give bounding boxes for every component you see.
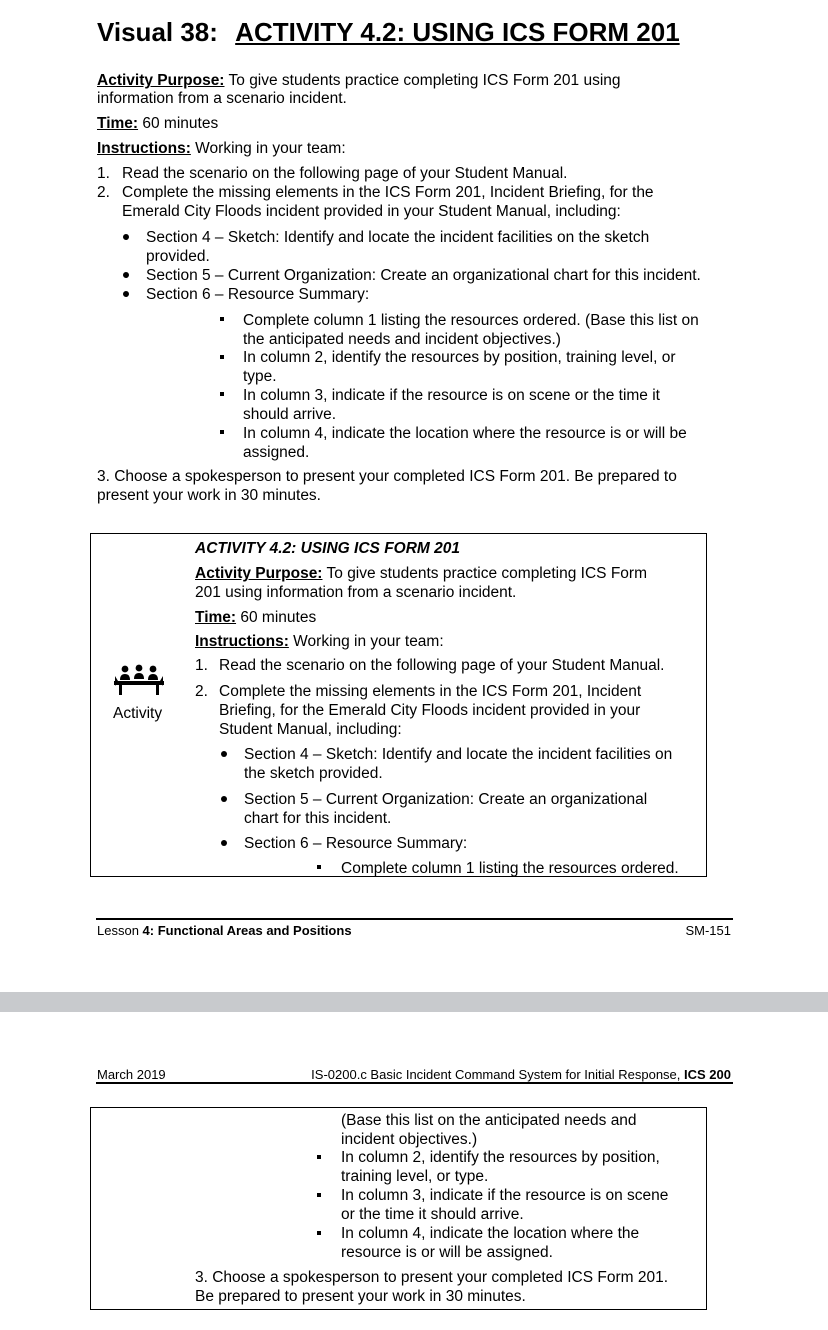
footer-lesson-title: 4: Functional Areas and Positions: [142, 923, 352, 938]
title-prefix: Visual 38:: [97, 17, 218, 47]
header-rule: [96, 1082, 733, 1084]
step-2-text: Complete the missing elements in the ICS Form 201, Incident Briefing, for the: [122, 184, 654, 201]
bullet-section-4: Section 4 – Sketch: Identify and locate the incident facilities on the sketch: [146, 229, 650, 246]
page-title: [97, 14, 680, 50]
bullet-dot: [221, 840, 227, 846]
team-meeting-icon: [114, 664, 164, 696]
box-purpose-text: To give students practice completing ICS Form: [322, 565, 647, 582]
instructions-line: [97, 139, 346, 158]
box-bullet-section-4-cont: the sketch provided.: [244, 765, 383, 782]
box2-col1-cont: (Base this list on the anticipated needs and: [341, 1112, 637, 1129]
box2-sub-bullet-col4-cont: resource is or will be assigned.: [341, 1244, 553, 1261]
box-instructions-label: Instructions:: [195, 633, 289, 650]
header-course: [311, 1067, 731, 1083]
box-step-2-text-2: Briefing, for the Emerald City Floods incident provided in your: [219, 702, 641, 719]
sub-bullet-square: [220, 430, 224, 434]
header-course-text: IS-0200.c Basic Incident Command System for Initial Response,: [311, 1067, 685, 1082]
box-purpose-line: [195, 564, 647, 583]
sub-bullet-col3-cont: should arrive.: [243, 406, 337, 423]
sub-bullet-col4: In column 4, indicate the location where the resource is or will be: [243, 425, 687, 442]
sub-bullet-col4-cont: assigned.: [243, 444, 310, 461]
box2-step-3-cont: Be prepared to present your work in 30 minutes.: [195, 1288, 526, 1305]
box-time-label: Time:: [195, 609, 237, 626]
box-step-2-text: Complete the missing elements in the ICS Form 201, Incident: [219, 683, 642, 700]
box-time-text: 60 minutes: [236, 609, 317, 626]
purpose-label: Activity Purpose:: [97, 72, 225, 89]
bullet-dot: [221, 751, 227, 757]
title-main: ACTIVITY 4.2: USING ICS FORM 201: [235, 17, 680, 47]
box-bullet-section-6: Section 6 – Resource Summary:: [244, 835, 468, 852]
sub-bullet-square: [220, 355, 224, 359]
box-step-1-num: 1.: [195, 657, 208, 674]
box2-sub-bullet-col4: In column 4, indicate the location where the: [341, 1225, 640, 1242]
sub-bullet-col2: In column 2, identify the resources by position, training level, or: [243, 349, 676, 366]
box2-sub-bullet-col2-cont: training level, or type.: [341, 1168, 489, 1185]
footer-lesson: [97, 923, 352, 939]
box2-sub-bullet-col2: In column 2, identify the resources by position,: [341, 1149, 660, 1166]
bullet-section-6: Section 6 – Resource Summary:: [146, 286, 370, 303]
bullet-section-4-cont: provided.: [146, 248, 210, 265]
sub-bullet-square: [317, 865, 321, 869]
sub-bullet-square: [317, 1231, 321, 1235]
time-text: 60 minutes: [138, 115, 219, 132]
footer-lesson-prefix: Lesson: [97, 923, 143, 938]
box-bullet-section-4: Section 4 – Sketch: Identify and locate the incident facilities on: [244, 746, 673, 763]
box-step-1-text: Read the scenario on the following page of your Student Manual.: [219, 657, 665, 674]
box-step-2-num: 2.: [195, 683, 208, 700]
step-1-text: Read the scenario on the following page of your Student Manual.: [122, 165, 568, 182]
purpose-text: To give students practice completing ICS Form 201 using: [224, 72, 621, 89]
box2-col1-cont-2: incident objectives.): [341, 1131, 478, 1148]
time-label: Time:: [97, 115, 139, 132]
sub-bullet-square: [220, 317, 224, 321]
step-3-text: 3. Choose a spokesperson to present your completed ICS Form 201. Be prepared to: [97, 468, 677, 485]
footer-page-number: SM-151: [685, 923, 731, 938]
box-step-2-text-3: Student Manual, including:: [219, 721, 402, 738]
header-date: March 2019: [97, 1067, 166, 1082]
instructions-text: Working in your team:: [190, 140, 346, 157]
step-1-num: 1.: [97, 165, 110, 182]
header-course-code: ICS 200: [684, 1067, 731, 1082]
sub-bullet-square: [317, 1155, 321, 1159]
sub-bullet-square: [317, 1193, 321, 1197]
box-sub-bullet-col1: Complete column 1 listing the resources ordered.: [341, 860, 679, 877]
sub-bullet-col1-cont: the anticipated needs and incident objectives.): [243, 331, 561, 348]
box2-sub-bullet-col3-cont: or the time it should arrive.: [341, 1206, 524, 1223]
purpose-line: [97, 71, 621, 90]
time-line: [97, 114, 218, 133]
bullet-dot: [123, 234, 129, 240]
step-2-num: 2.: [97, 184, 110, 201]
box-bullet-section-5: Section 5 – Current Organization: Create an organizational: [244, 791, 648, 808]
box-instructions-line: [195, 632, 444, 651]
box-purpose-label: Activity Purpose:: [195, 565, 323, 582]
page-separator: [0, 992, 828, 1012]
box-instructions-text: Working in your team:: [288, 633, 444, 650]
box-heading: ACTIVITY 4.2: USING ICS FORM 201: [195, 540, 460, 557]
activity-icon-label: Activity: [113, 705, 163, 722]
box-bullet-section-5-cont: chart for this incident.: [244, 810, 392, 827]
bullet-dot: [123, 272, 129, 278]
purpose-text-2: information from a scenario incident.: [97, 90, 347, 107]
footer-rule: [96, 918, 733, 920]
bullet-section-5: Section 5 – Current Organization: Create an organizational chart for this incident.: [146, 267, 701, 284]
box2-sub-bullet-col3: In column 3, indicate if the resource is on scene: [341, 1187, 669, 1204]
box-time-line: [195, 608, 316, 627]
instructions-label: Instructions:: [97, 140, 191, 157]
box-purpose-text-2: 201 using information from a scenario incident.: [195, 584, 517, 601]
sub-bullet-col1: Complete column 1 listing the resources ordered. (Base this list on: [243, 312, 699, 329]
sub-bullet-col3: In column 3, indicate if the resource is on scene or the time it: [243, 387, 660, 404]
step-2-text-2: Emerald City Floods incident provided in your Student Manual, including:: [122, 203, 621, 220]
bullet-dot: [123, 291, 129, 297]
step-3-text-2: present your work in 30 minutes.: [97, 487, 321, 504]
sub-bullet-col2-cont: type.: [243, 368, 277, 385]
sub-bullet-square: [220, 392, 224, 396]
box2-step-3: 3. Choose a spokesperson to present your completed ICS Form 201.: [195, 1269, 668, 1286]
bullet-dot: [221, 796, 227, 802]
